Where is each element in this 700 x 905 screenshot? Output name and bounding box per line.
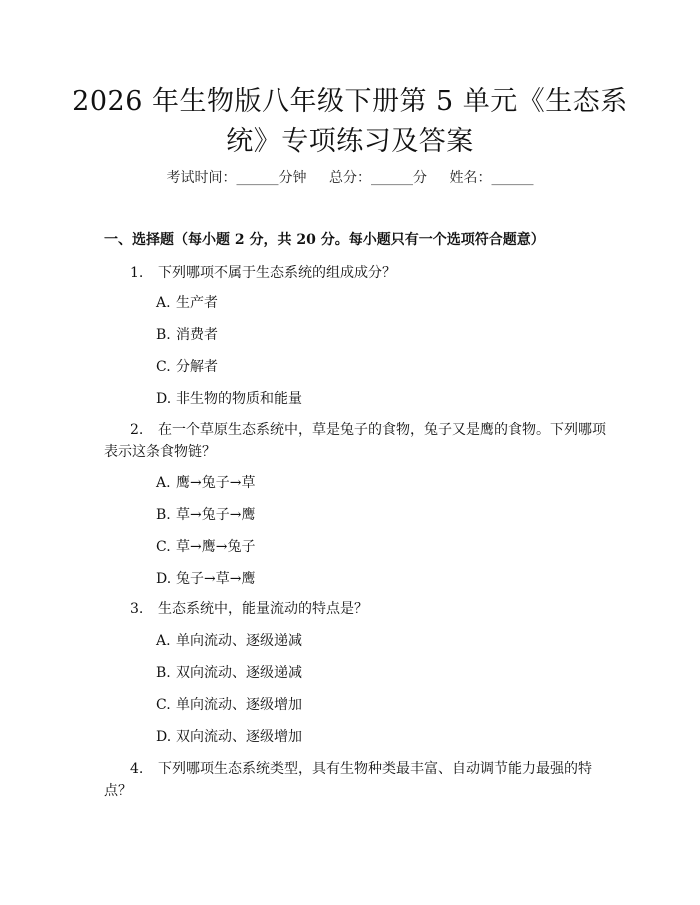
option-3a	[156, 631, 302, 651]
title-line-2: 统》专项练习及答案	[226, 126, 474, 157]
option-text: 非生物的物质和能量	[176, 391, 302, 407]
question-text: 生态系统中，能量流动的特点是？	[158, 601, 368, 617]
title-line-1: 2026 年生物版八年级下册第 5 单元《生态系	[72, 86, 628, 117]
question-number: 3.	[130, 601, 144, 617]
section-heading: 一、选择题（每小题 2 分，共 20 分。每小题只有一个选项符合题意）	[104, 232, 545, 248]
option-text: 草→鹰→兔子	[176, 539, 256, 555]
option-2d	[156, 569, 255, 589]
option-2c	[156, 537, 255, 557]
option-text: 兔子→草→鹰	[176, 571, 256, 587]
option-letter: A.	[156, 633, 171, 649]
option-2a	[156, 473, 255, 493]
option-text: 单向流动、逐级增加	[176, 697, 302, 713]
option-text: 生产者	[176, 295, 218, 311]
question-4	[104, 758, 609, 802]
question-number: 4.	[130, 761, 144, 777]
option-letter: D.	[156, 729, 172, 745]
exam-name-field: 姓名：______	[449, 170, 534, 186]
option-3d	[156, 727, 302, 747]
option-text: 双向流动、逐级增加	[176, 729, 302, 745]
question-text: 下列哪项不属于生态系统的组成成分？	[158, 265, 396, 281]
option-2b	[156, 505, 255, 525]
question-text: 在一个草原生态系统中，草是兔子的食物，兔子又是鹰的食物。下列哪项表示这条食物链？	[104, 422, 606, 460]
question-2	[104, 419, 609, 463]
question-1	[104, 262, 609, 284]
option-1a	[156, 293, 218, 313]
option-text: 消费者	[176, 327, 218, 343]
option-letter: D.	[156, 571, 172, 587]
option-letter: C.	[156, 539, 171, 555]
option-letter: B.	[156, 665, 171, 681]
question-text: 下列哪项生态系统类型，具有生物种类最丰富、自动调节能力最强的特点？	[104, 761, 592, 799]
option-1d	[156, 389, 302, 409]
option-letter: B.	[156, 327, 171, 343]
option-1b	[156, 325, 218, 345]
option-1c	[156, 357, 218, 377]
option-letter: B.	[156, 507, 171, 523]
option-letter: D.	[156, 391, 172, 407]
question-3	[104, 598, 609, 620]
exam-score-field: 总分：______分	[329, 170, 427, 186]
option-letter: A.	[156, 295, 171, 311]
option-text: 双向流动、逐级递减	[176, 665, 302, 681]
exam-info	[60, 168, 640, 188]
option-letter: A.	[156, 475, 171, 491]
option-3c	[156, 695, 302, 715]
question-number: 2.	[130, 422, 144, 438]
option-letter: C.	[156, 359, 171, 375]
question-number: 1.	[130, 265, 144, 281]
option-3b	[156, 663, 302, 683]
option-text: 鹰→兔子→草	[176, 475, 256, 491]
exam-time-field: 考试时间：______分钟	[166, 170, 307, 186]
option-text: 分解者	[176, 359, 218, 375]
option-letter: C.	[156, 697, 171, 713]
document-title	[60, 82, 640, 162]
option-text: 单向流动、逐级递减	[176, 633, 302, 649]
option-text: 草→兔子→鹰	[176, 507, 256, 523]
